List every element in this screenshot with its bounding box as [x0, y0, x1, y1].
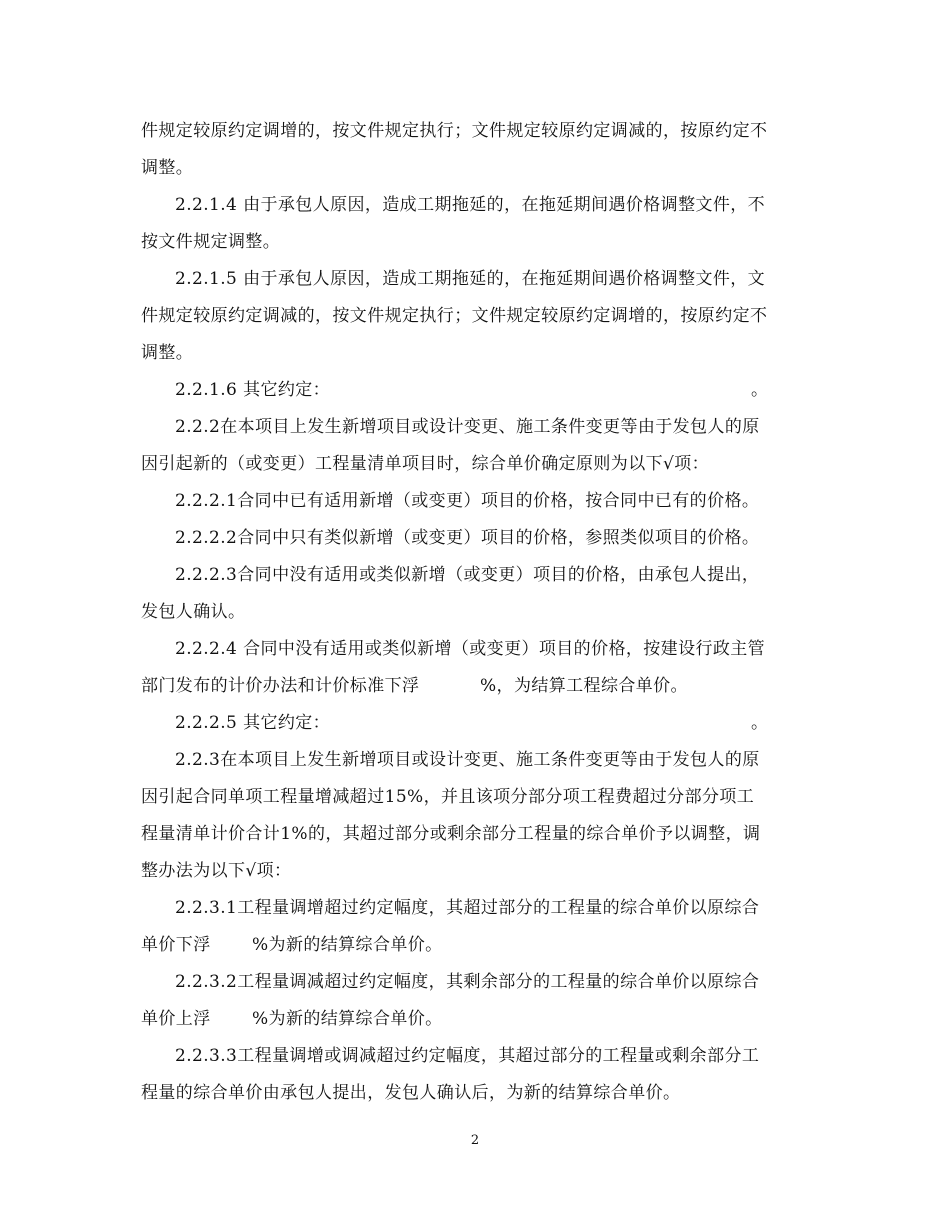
text-line: 调整。	[141, 343, 194, 363]
text-line: 件规定较原约定调减的，按文件规定执行；文件规定较原约定调增的，按原约定不	[141, 306, 768, 326]
blank-end-mark: 。	[751, 713, 769, 733]
text-line: 程量清单计价合计1%的，其超过部分或剩余部分工程量的综合单价予以调整，调	[141, 824, 761, 844]
text-line: 按文件规定调整。	[141, 232, 281, 252]
clause-2-2-3-2: 2.2.3.2工程量调减超过约定幅度，其剩余部分的工程量的综合单价以原综合	[175, 972, 760, 992]
clause-2-2-1-6: 2.2.1.6 其它约定：	[175, 380, 331, 400]
text-line: 因引起合同单项工程量增减超过15%，并且该项分部分项工程费超过分部分项工	[141, 787, 755, 807]
clause-2-2-2: 2.2.2在本项目上发生新增项目或设计变更、施工条件变更等由于发包人的原	[175, 417, 760, 437]
text-line: 部门发布的计价办法和计价标准下浮	[141, 676, 420, 696]
text-line: 整办法为以下√项：	[141, 861, 292, 881]
text-line-after-blank: %为新的结算综合单价。	[252, 1009, 443, 1029]
text-line-after-blank: %，为结算工程综合单价。	[480, 676, 688, 696]
clause-2-2-1-5: 2.2.1.5 由于承包人原因，造成工期拖延的，在拖延期间遇价格调整文件，文	[175, 269, 766, 289]
blank-end-mark: 。	[751, 380, 769, 400]
text-line: 单价上浮	[141, 1009, 211, 1029]
text-line: 调整。	[141, 158, 194, 178]
clause-2-2-3-1: 2.2.3.1工程量调增超过约定幅度，其超过部分的工程量的综合单价以原综合	[175, 898, 760, 918]
clause-2-2-2-3: 2.2.2.3合同中没有适用或类似新增（或变更）项目的价格，由承包人提出，	[175, 565, 760, 585]
clause-2-2-2-5: 2.2.2.5 其它约定：	[175, 713, 331, 733]
clause-2-2-3: 2.2.3在本项目上发生新增项目或设计变更、施工条件变更等由于发包人的原	[175, 750, 760, 770]
text-line: 程量的综合单价由承包人提出，发包人确认后，为新的结算综合单价。	[141, 1083, 681, 1103]
text-line: 因引起新的（或变更）工程量清单项目时，综合单价确定原则为以下√项：	[141, 454, 710, 474]
clause-2-2-1-4: 2.2.1.4 由于承包人原因，造成工期拖延的，在拖延期间遇价格调整文件，不	[175, 195, 766, 215]
text-line-after-blank: %为新的结算综合单价。	[252, 935, 443, 955]
text-line: 发包人确认。	[141, 602, 246, 622]
clause-2-2-3-3: 2.2.3.3工程量调增或调减超过约定幅度，其超过部分的工程量或剩余部分工	[175, 1046, 760, 1066]
page-number: 2	[470, 1133, 480, 1148]
text-line: 单价下浮	[141, 935, 211, 955]
clause-2-2-2-4: 2.2.2.4 合同中没有适用或类似新增（或变更）项目的价格，按建设行政主管	[175, 639, 766, 659]
clause-2-2-2-1: 2.2.2.1合同中已有适用新增（或变更）项目的价格，按合同中已有的价格。	[175, 491, 760, 511]
clause-2-2-2-2: 2.2.2.2合同中只有类似新增（或变更）项目的价格，参照类似项目的价格。	[175, 528, 760, 548]
text-line: 件规定较原约定调增的，按文件规定执行；文件规定较原约定调减的，按原约定不	[141, 121, 768, 141]
